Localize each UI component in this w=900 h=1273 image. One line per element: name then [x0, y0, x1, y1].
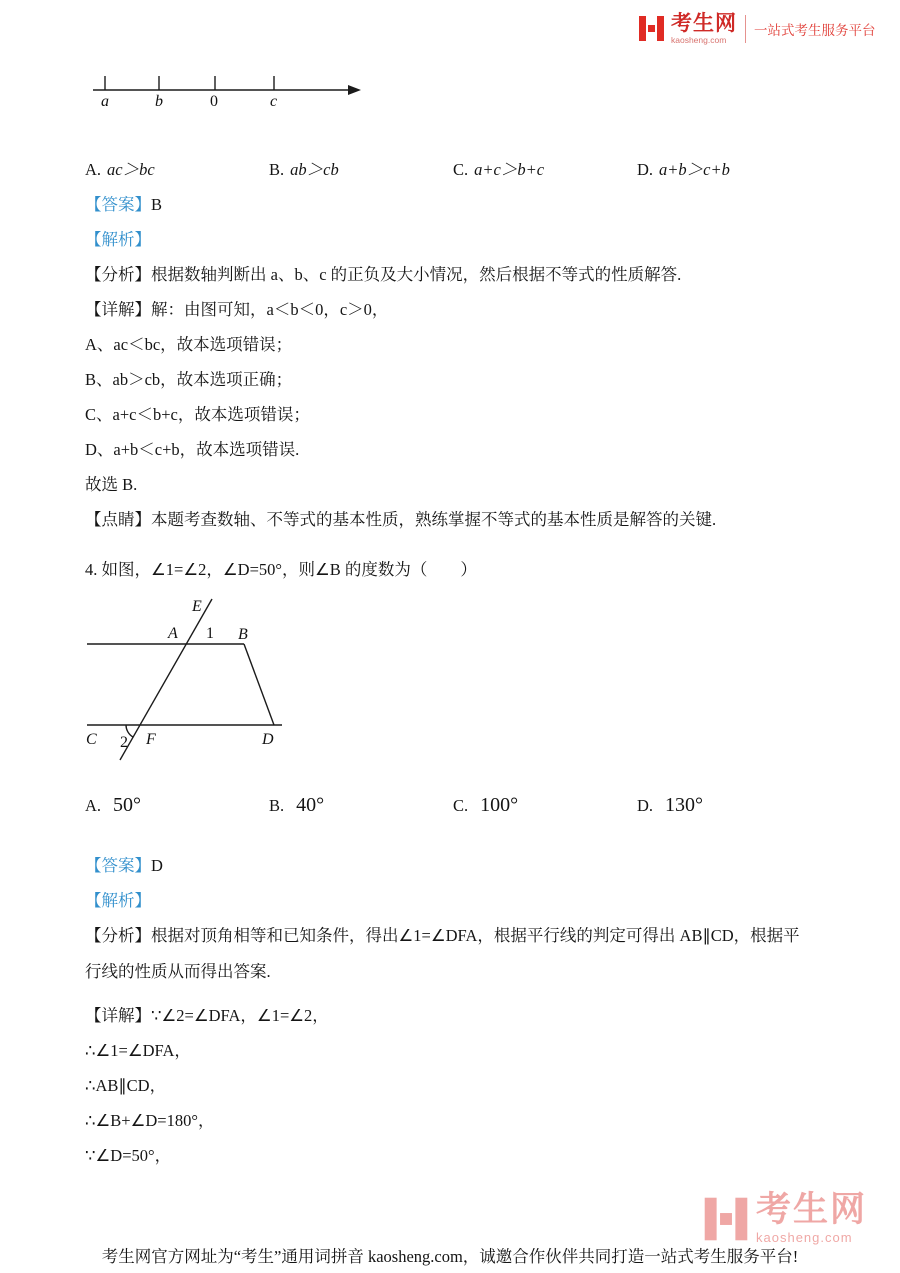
watermark-domain-text: kaosheng.com	[756, 1230, 853, 1245]
q3-summary-line: 【点睛】本题考查数轴、不等式的基本性质，熟练掌握不等式的基本性质是解答的关键.	[85, 510, 717, 529]
option-label: D.	[637, 796, 654, 815]
q4-solution-line: ∴∠1=∠DFA，	[85, 1041, 191, 1060]
footer-note: 考生网官方网址为“考生”通用词拼音 kaosheng.com，诚邀合作伙伴共同打造一站式考生服务平台!	[101, 1247, 799, 1266]
kaosheng-logo-icon	[638, 15, 665, 42]
watermark-brand-text: 考生网	[756, 1190, 868, 1229]
q3-check-d-line: D、a+b＜c+b，故本选项错误.	[85, 440, 300, 459]
angle-1-label: 1	[206, 625, 214, 642]
logo-domain-text: kaosheng.com	[671, 35, 727, 45]
number-line-figure	[93, 68, 365, 108]
label-0: 0	[210, 93, 218, 108]
option-label: C.	[453, 160, 469, 179]
point-label-E: E	[192, 598, 202, 615]
kaosheng-watermark	[703, 1192, 867, 1244]
q3-option-d	[637, 152, 730, 187]
q4-solution-line: ∴∠B+∠D=180°，	[85, 1111, 215, 1130]
q4-option-b	[269, 788, 453, 823]
axis-arrowhead	[348, 85, 361, 95]
option-value: a+b＞c+b	[659, 160, 730, 179]
option-label: D.	[637, 160, 654, 179]
q3-check-c-line: C、a+c＜b+c，故本选项错误；	[85, 405, 310, 424]
option-value: 40°	[296, 794, 325, 816]
q3-option-c	[453, 152, 637, 187]
point-label-C: C	[86, 731, 97, 748]
option-label: C.	[453, 796, 469, 815]
option-label: A.	[85, 160, 102, 179]
answer-value: D	[151, 856, 163, 875]
point-label-F: F	[146, 731, 156, 748]
segment-BD	[244, 644, 274, 725]
answer-value: B	[151, 195, 163, 214]
label-c: c	[270, 93, 278, 108]
transversal-EF	[120, 599, 212, 760]
option-label: A.	[85, 796, 102, 815]
q3-analysis-line: 【分析】根据数轴判断出 a、b、c 的正负及大小情况，然后根据不等式的性质解答.	[85, 265, 682, 284]
option-value: ab＞cb	[290, 160, 339, 179]
q3-analysis-tag-line	[85, 222, 815, 257]
answer-tag: 【答案】	[85, 195, 151, 214]
option-value: 100°	[480, 794, 519, 816]
q4-solution-line: ∵∠D=50°，	[85, 1146, 172, 1165]
watermark-text-block	[756, 1192, 867, 1244]
point-label-B: B	[238, 626, 248, 643]
angle-2-label: 2	[120, 734, 128, 751]
kaosheng-logo	[638, 13, 876, 45]
q4-option-c	[453, 788, 637, 823]
q3-options-row	[85, 152, 815, 187]
analysis-tag: 【解析】	[85, 230, 151, 249]
option-value: ac＞bc	[107, 160, 155, 179]
watermark-logo-icon	[703, 1196, 749, 1242]
q4-option-a	[85, 788, 269, 823]
point-label-D: D	[262, 731, 274, 748]
label-b: b	[155, 93, 163, 108]
logo-text-block	[671, 13, 737, 45]
q4-solution-line: 【详解】∵∠2=∠DFA，∠1=∠2，	[85, 1006, 329, 1025]
q4-stem: 4. 如图，∠1=∠2，∠D=50°，则∠B 的度数为（ ）	[85, 560, 477, 579]
q4-analysis-paragraph: 【分析】根据对顶角相等和已知条件，得出∠1=∠DFA，根据平行线的判定可得出 AB∥CD，根据平行线的性质从而得出答案.	[85, 926, 800, 981]
q4-option-d	[637, 788, 703, 823]
q3-check-a-line: A、ac＜bc，故本选项错误；	[85, 335, 293, 354]
logo-tagline: 一站式考生服务平台	[754, 22, 876, 38]
q3-option-a	[85, 152, 269, 187]
label-a: a	[101, 93, 109, 108]
q3-option-b	[269, 152, 453, 187]
option-value: 130°	[665, 794, 704, 816]
analysis-tag: 【解析】	[85, 891, 151, 910]
q4-options-row	[85, 788, 815, 823]
logo-divider	[745, 15, 746, 43]
q4-solution-line: ∴AB∥CD，	[85, 1076, 167, 1095]
option-label: B.	[269, 796, 285, 815]
document-content	[85, 68, 815, 1173]
answer-tag: 【答案】	[85, 856, 151, 875]
q3-answer-line	[85, 187, 815, 222]
option-label: B.	[269, 160, 285, 179]
geometry-figure	[82, 595, 312, 773]
q4-answer-line	[85, 848, 815, 883]
q3-choice-line: 故选 B.	[85, 475, 138, 494]
q4-analysis-tag-line	[85, 883, 815, 918]
option-value: a+c＞b+c	[474, 160, 545, 179]
q3-check-b-line: B、ab＞cb，故本选项正确；	[85, 370, 293, 389]
logo-brand-text: 考生网	[671, 12, 737, 35]
point-label-A: A	[168, 625, 178, 642]
option-value: 50°	[113, 794, 142, 816]
q3-detail-line: 【详解】解：由图可知，a＜b＜0，c＞0，	[85, 300, 389, 319]
